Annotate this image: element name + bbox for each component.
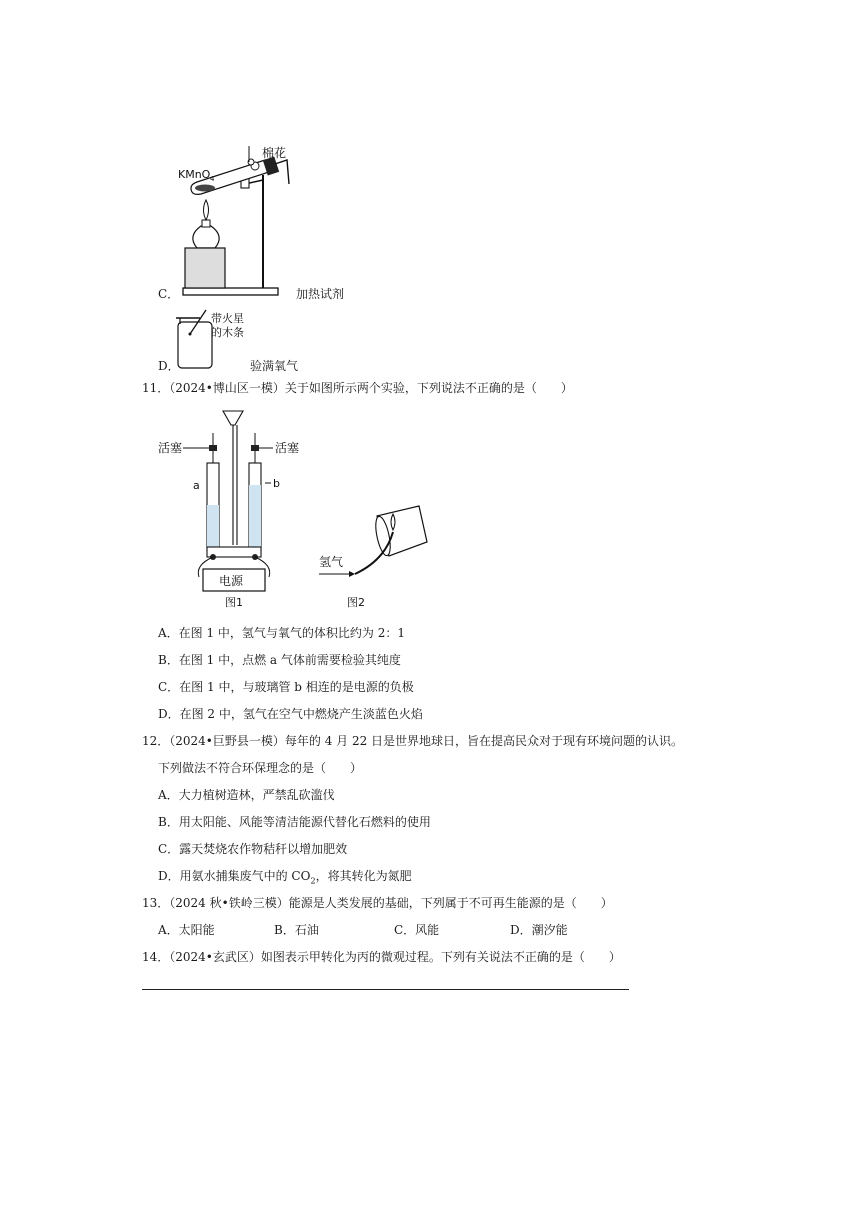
option-d-caption: 验满氧气 [250,359,299,373]
q11-option-b: B．在图 1 中，点燃 a 气体前需要检验其纯度 [158,653,401,667]
stopcock-right-label: 活塞 [275,441,300,455]
q12-option-a: A．大力植树造林，严禁乱砍滥伐 [158,788,335,802]
figure1-caption: 图1 [225,596,243,609]
tube-b-label: b [273,477,280,490]
option-c-caption: 加热试剂 [296,287,345,301]
figure2-caption: 图2 [347,596,365,609]
q11-option-c: C．在图 1 中，与玻璃管 b 相连的是电源的负极 [158,680,414,694]
q13-option-a: A．太阳能 [158,923,215,937]
q13-stem: 13．（2024 秋•铁岭三模）能源是人类发展的基础，下列属于不可再生能源的是（ ） [142,896,613,910]
q12-option-d-prefix: D．用氨水捕集废气中的 CO [158,869,311,883]
tube-a-label: a [193,479,200,492]
q12-stem-line1: 12．（2024•巨野县一模）每年的 4 月 22 日是世界地球日，旨在提高民众对于现有环境问题的认识。 [142,734,684,748]
q11-option-d: D．在图 2 中，氢气在空气中燃烧产生淡蓝色火焰 [158,707,423,721]
q12-option-d-suffix: ，将其转化为氮肥 [315,869,412,883]
q13-option-b: B．石油 [274,923,319,937]
splint-label-line2: 的木条 [211,326,244,339]
kmno4-subscript: 4 [210,175,215,183]
q12-option-d [158,868,412,884]
q14-stem: 14．（2024•玄武区）如图表示甲转化为丙的微观过程。下列有关说法不正确的是（ ） [142,950,621,964]
hydrogen-burning-figure [315,490,435,610]
q12-option-d-subscript: 2 [310,876,316,886]
cotton-label: 棉花 [262,146,287,160]
q13-option-c: C．风能 [394,923,440,937]
option-d-letter: D． [158,359,180,373]
option-c-letter: C． [158,287,180,301]
electrolysis-figure [155,405,320,610]
power-label: 电源 [219,574,244,588]
q12-option-c: C．露天焚烧农作物秸秆以增加肥效 [158,842,348,856]
gas-jar-figure [170,308,260,370]
q12-option-b: B．用太阳能、风能等清洁能源代替化石燃料的使用 [158,815,431,829]
q11-stem: 11．（2024•博山区一模）关于如图所示两个实验，下列说法不正确的是（ ） [142,381,573,395]
q12-stem-line2: 下列做法不符合环保理念的是（ ） [158,761,363,775]
hydrogen-label: 氢气 [319,555,344,569]
splint-label-line1: 带火星 [211,312,244,325]
kmno4-label: KMnO [178,168,211,181]
heating-apparatus-figure [165,140,340,300]
q11-option-a: A．在图 1 中，氢气与氧气的体积比约为 2：1 [158,626,406,640]
stopcock-left-label: 活塞 [158,441,183,455]
page-divider [142,989,629,990]
q13-option-d: D．潮汐能 [510,923,568,937]
